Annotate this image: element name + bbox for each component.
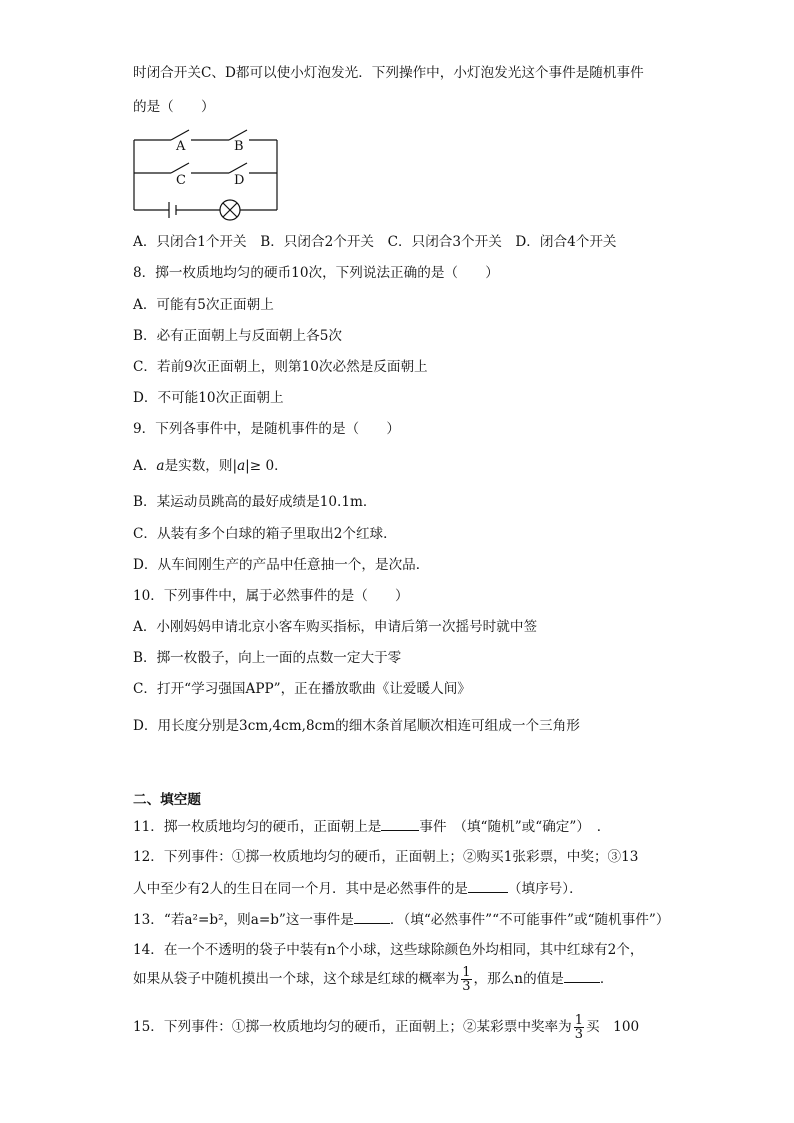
q14-fraction xyxy=(461,966,471,993)
q10-option-b: B．掷一枚骰子，向上一面的点数一定大于零 xyxy=(133,650,402,666)
q8-option-a: A．可能有5次正面朝上 xyxy=(133,297,274,313)
q11-text-after: 事件 （填“随机”或“确定”） ． xyxy=(419,819,611,835)
q14-text-end: ． xyxy=(599,971,614,987)
q9-option-a xyxy=(133,457,288,475)
q12-line2 xyxy=(133,879,583,898)
switch-label-a: A xyxy=(176,139,186,154)
q15-fraction-denominator: 3 xyxy=(574,1027,583,1042)
q10-option-a: A．小刚妈妈申请北京小客车购买指标，申请后第一次摇号时就中签 xyxy=(133,619,538,635)
q14-line2 xyxy=(133,966,613,993)
q10-option-c: C．打开“学习强国APP”，正在播放歌曲《让爱暖人间》 xyxy=(133,681,471,697)
q12-line1: 12．下列事件：①掷一枚质地均匀的硬币，正面朝上；②购买1张彩票，中奖；③13 xyxy=(133,849,639,865)
q12-text-after: （填序号）． xyxy=(507,881,583,897)
switch-label-c: C xyxy=(176,173,186,188)
switch-c xyxy=(171,163,189,173)
q11-answer-blank xyxy=(381,817,419,831)
q9-option-a-middle: 是实数，则 xyxy=(164,458,233,474)
q11 xyxy=(133,817,610,836)
q14-fraction-numerator: 1 xyxy=(462,965,471,980)
switch-d xyxy=(229,163,247,173)
q15-text-before: 15．下列事件：①掷一枚质地均匀的硬币，正面朝上；②某彩票中奖率为 xyxy=(133,1019,572,1035)
switch-label-d: D xyxy=(234,173,245,188)
q9-option-d: D．从车间刚生产的产品中任意抽一个，是次品． xyxy=(133,557,430,573)
section-title-fill-in: 二、填空题 xyxy=(133,792,201,808)
q13-text-before: 13．“若a²=b²，则a=b”这一事件是 xyxy=(133,912,354,928)
q14-fraction-denominator: 3 xyxy=(462,979,471,994)
q14-answer-blank xyxy=(564,969,600,983)
q15-fraction xyxy=(574,1014,584,1041)
q8-stem: 8．掷一枚质地均匀的硬币10次，下列说法正确的是（ ） xyxy=(133,265,499,281)
q7-text-line2: 的是（ ） xyxy=(133,99,215,115)
q13 xyxy=(133,910,669,929)
q13-answer-blank xyxy=(354,910,390,924)
q14-text-before: 如果从袋子中随机摸出一个球，这个球是红球的概率为 xyxy=(133,971,460,987)
q15-fraction-numerator: 1 xyxy=(574,1013,583,1028)
switch-label-b: B xyxy=(234,139,244,154)
q9-option-b: B．某运动员跳高的最好成绩是10.1m． xyxy=(133,494,377,510)
q11-text-before: 11．掷一枚质地均匀的硬币，正面朝上是 xyxy=(133,819,382,835)
q12-text-before: 人中至少有2人的生日在同一个月．其中是必然事件的是 xyxy=(133,881,468,897)
q10-stem: 10．下列事件中，属于必然事件的是（ ） xyxy=(133,588,409,604)
q15-line1 xyxy=(133,1014,639,1041)
q9-option-a-abs: |a| xyxy=(232,458,250,474)
q8-option-c: C．若前9次正面朝上，则第10次必然是反面朝上 xyxy=(133,359,428,375)
q9-stem: 9．下列各事件中，是随机事件的是（ ） xyxy=(133,421,400,437)
q10-option-d: D．用长度分别是3cm,4cm,8cm的细木条首尾顺次相连可组成一个三角形 xyxy=(133,718,580,734)
q15-text-after: 买 100 xyxy=(585,1019,640,1035)
q14-line1: 14．在一个不透明的袋子中装有n个小球，这些球除颜色外均相同，其中红球有2个， xyxy=(133,942,644,958)
q9-option-c: C．从装有多个白球的箱子里取出2个红球． xyxy=(133,526,397,542)
q13-text-after: ．（填“必然事件”“不可能事件”或“随机事件”） xyxy=(389,912,670,928)
q12-answer-blank xyxy=(468,879,508,893)
q14-text-after: ，那么n的值是 xyxy=(473,971,564,987)
q8-option-b: B．必有正面朝上与反面朝上各5次 xyxy=(133,328,342,344)
q9-option-a-prefix: A． xyxy=(133,458,157,474)
circuit-diagram xyxy=(131,128,281,222)
q7-text-line1: 时闭合开关C、D都可以使小灯泡发光．下列操作中，小灯泡发光这个事件是随机事件 xyxy=(133,65,644,81)
q7-options: A．只闭合1个开关 B．只闭合2个开关 C．只闭合3个开关 D．闭合4个开关 xyxy=(133,234,617,250)
q9-option-a-tail: ≥ 0． xyxy=(249,458,288,474)
q9-option-a-variable: a xyxy=(156,458,165,474)
q8-option-d: D．不可能10次正面朝上 xyxy=(133,390,284,406)
